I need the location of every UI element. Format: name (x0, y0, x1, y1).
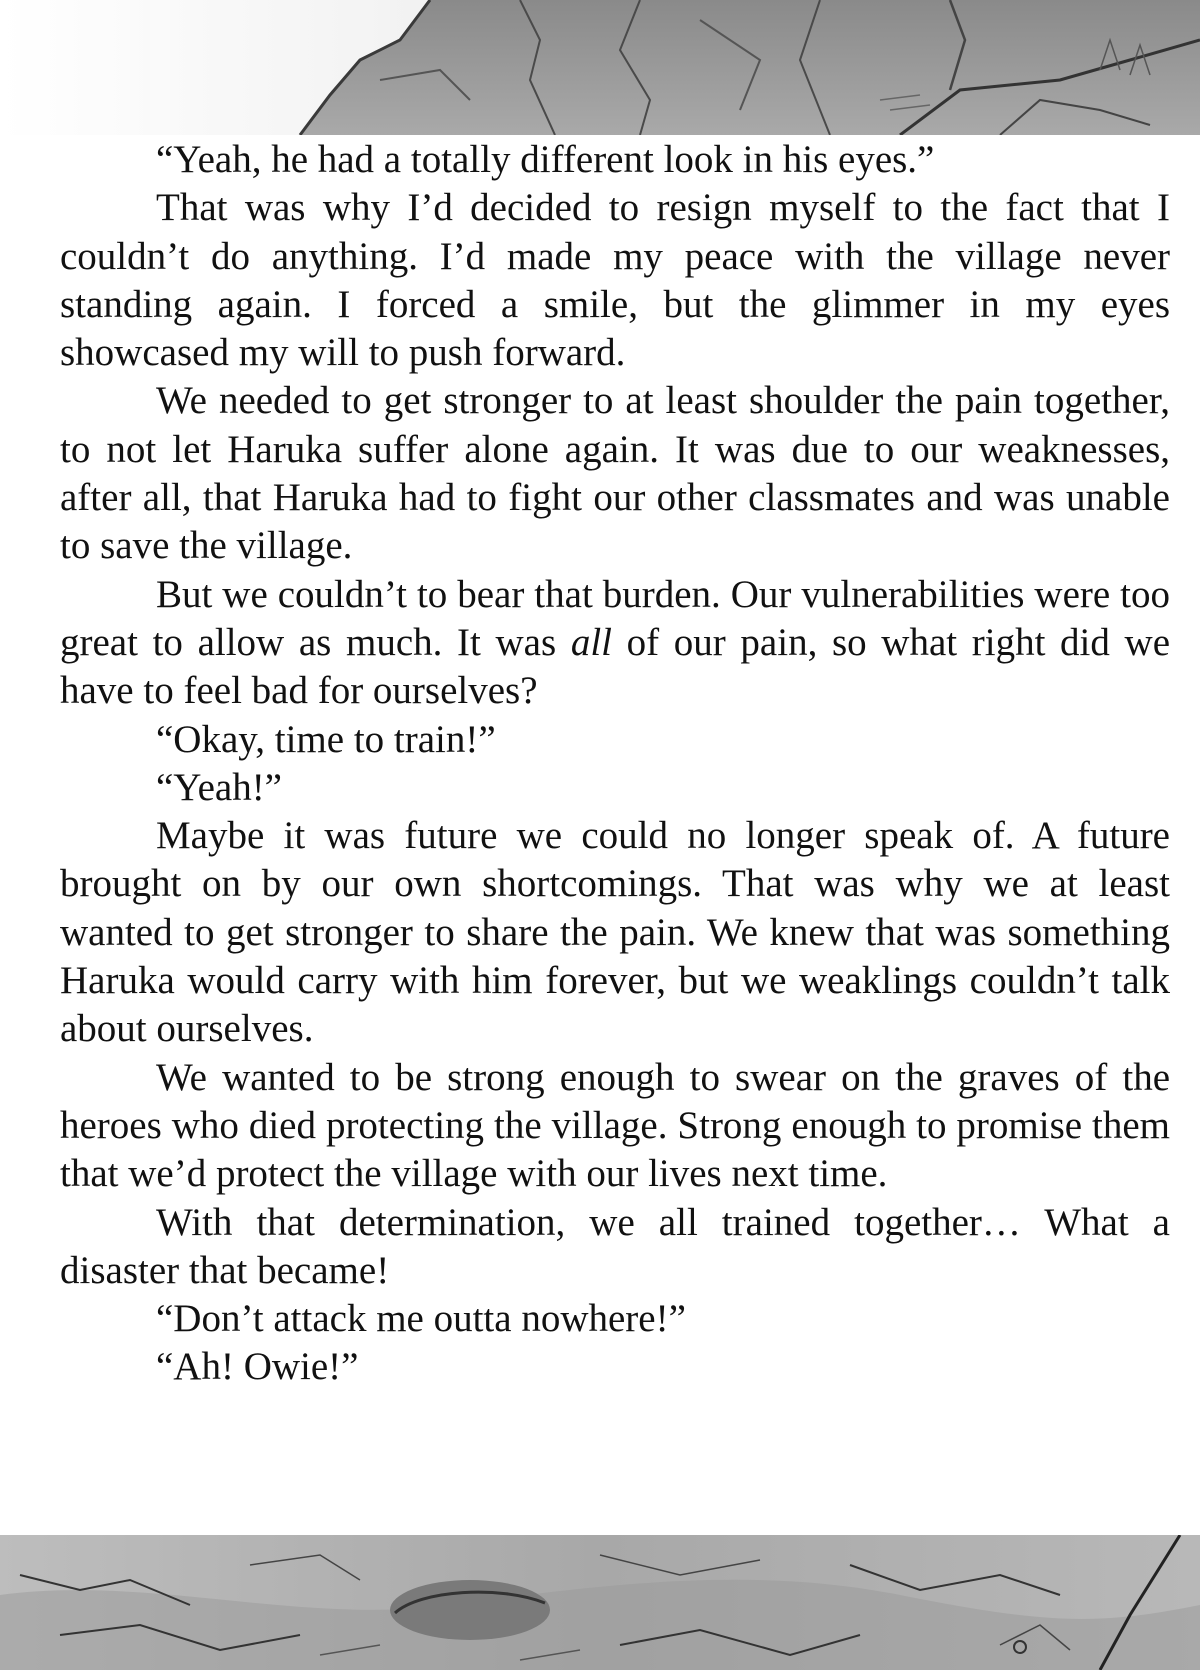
paragraph-1: “Yeah, he had a totally different look in his eyes.” (156, 138, 935, 181)
paragraph-5: “Okay, time to train!” (156, 717, 496, 761)
paragraph-9: With that determination, we all trained together… What a disaster that became! (60, 1200, 1170, 1292)
paragraph-3: We needed to get stronger to at least shoulder the pain together, to not let Haruka suffer alone again. It was due to our weaknesses, after all, that Haruka had to fight our other classmates and was unable to save the village. (60, 379, 1170, 568)
top-rock-illustration (0, 0, 1200, 135)
paragraph-11: “Ah! Owie!” (156, 1345, 359, 1389)
story-text (60, 136, 1170, 1392)
paragraph-2: That was why I’d decided to resign myself to the fact that I couldn’t do anything. I’d made my peace with the village never standing again. I forced a smile, but the glimmer in my eyes showcased my will to push forward. (60, 186, 1170, 375)
paragraph-8: We wanted to be strong enough to swear on the graves of the heroes who died protecting the village. Strong enough to promise them that we’d protect the village with our lives next time. (60, 1055, 1170, 1196)
paragraph-10: “Don’t attack me outta nowhere!” (156, 1297, 686, 1341)
paragraph-6: “Yeah!” (156, 765, 282, 809)
paragraph-7: Maybe it was future we could no longer speak of. A future brought on by our own shortcomings. That was why we at least wanted to get stronger to share the pain. We knew that was something Haruka would carry with him forever, but we weaklings couldn’t talk about ourselves. (60, 814, 1170, 1051)
emphasis-all: all (570, 620, 612, 664)
bottom-ground-illustration (0, 1535, 1200, 1670)
paragraph-4: But we couldn’t to bear that burden. Our vulnerabilities were too great to allow as much. It was all of our pain, so what right did we have to feel bad for ourselves? (60, 572, 1171, 713)
